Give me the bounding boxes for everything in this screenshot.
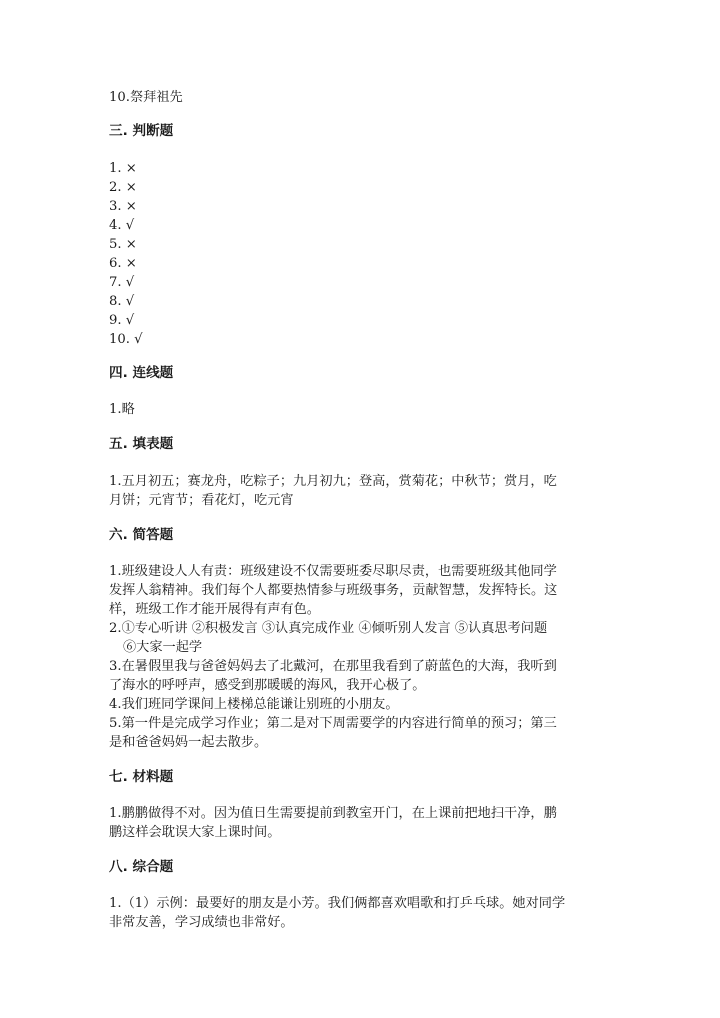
intro-answer: 10.祭拜祖先 <box>109 90 183 105</box>
matching-item: 1.略 <box>109 402 135 417</box>
short-answer-line: 4.我们班同学课间上楼梯总能谦让别班的小朋友。 <box>109 697 399 712</box>
comprehensive-line: 1.（1）示例：最要好的朋友是小芳。我们俩都喜欢唱歌和打乒乓球。她对同学 <box>109 896 566 911</box>
short-answer-line: 5.第一件是完成学习作业；第二是对下周需要学的内容进行简单的预习；第三 <box>109 716 557 731</box>
section-7-title: 七. 材料题 <box>109 769 174 785</box>
comprehensive-line: 非常友善，学习成绩也非常好。 <box>109 915 294 930</box>
short-answer-line: 样，班级工作才能开展得有声有色。 <box>109 602 320 617</box>
judgement-item: 10. √ <box>109 332 143 347</box>
judgement-item: 2. × <box>109 180 137 195</box>
short-answer-line: 2.①专心听讲 ②积极发言 ③认真完成作业 ④倾听别人发言 ⑤认真思考问题 <box>109 621 548 636</box>
material-line: 1.鹏鹏做得不对。因为值日生需要提前到教室开门，在上课前把地扫干净，鹏 <box>109 806 557 821</box>
short-answer-line: 发挥人翁精神。我们每个人都要热情参与班级事务，贡献智慧，发挥特长。这 <box>109 583 558 598</box>
section-5-title: 五. 填表题 <box>109 436 174 452</box>
judgement-item: 8. √ <box>109 294 135 309</box>
short-answer-line: 3.在暑假里我与爸爸妈妈去了北戴河，在那里我看到了蔚蓝色的大海，我听到 <box>109 659 557 674</box>
judgement-item: 4. √ <box>109 218 135 233</box>
judgement-item: 7. √ <box>109 275 135 290</box>
fill-table-line: 1.五月初五；赛龙舟，吃粽子；九月初九；登高，赏菊花；中秋节；赏月，吃 <box>109 474 557 489</box>
section-6-title: 六. 简答题 <box>109 527 174 543</box>
judgement-item: 1. × <box>109 161 137 176</box>
section-8-title: 八. 综合题 <box>109 859 174 875</box>
judgement-item: 5. × <box>109 237 137 252</box>
short-answer-line: 了海水的呼呼声，感受到那暖暖的海风，我开心极了。 <box>109 678 426 693</box>
judgement-item: 9. √ <box>109 313 135 328</box>
section-3-title: 三. 判断题 <box>109 123 174 139</box>
short-answer-line: ⑥大家一起学 <box>123 640 203 655</box>
short-answer-line: 是和爸爸妈妈一起去散步。 <box>109 735 268 750</box>
short-answer-line: 1.班级建设人人有责：班级建设不仅需要班委尽职尽责，也需要班级其他同学 <box>109 564 557 579</box>
material-line: 鹏这样会耽误大家上课时间。 <box>109 825 281 840</box>
section-4-title: 四. 连线题 <box>109 365 174 381</box>
fill-table-line: 月饼；元宵节；看花灯，吃元宵 <box>109 493 294 508</box>
judgement-item: 6. × <box>109 256 137 271</box>
judgement-item: 3. × <box>109 199 137 214</box>
